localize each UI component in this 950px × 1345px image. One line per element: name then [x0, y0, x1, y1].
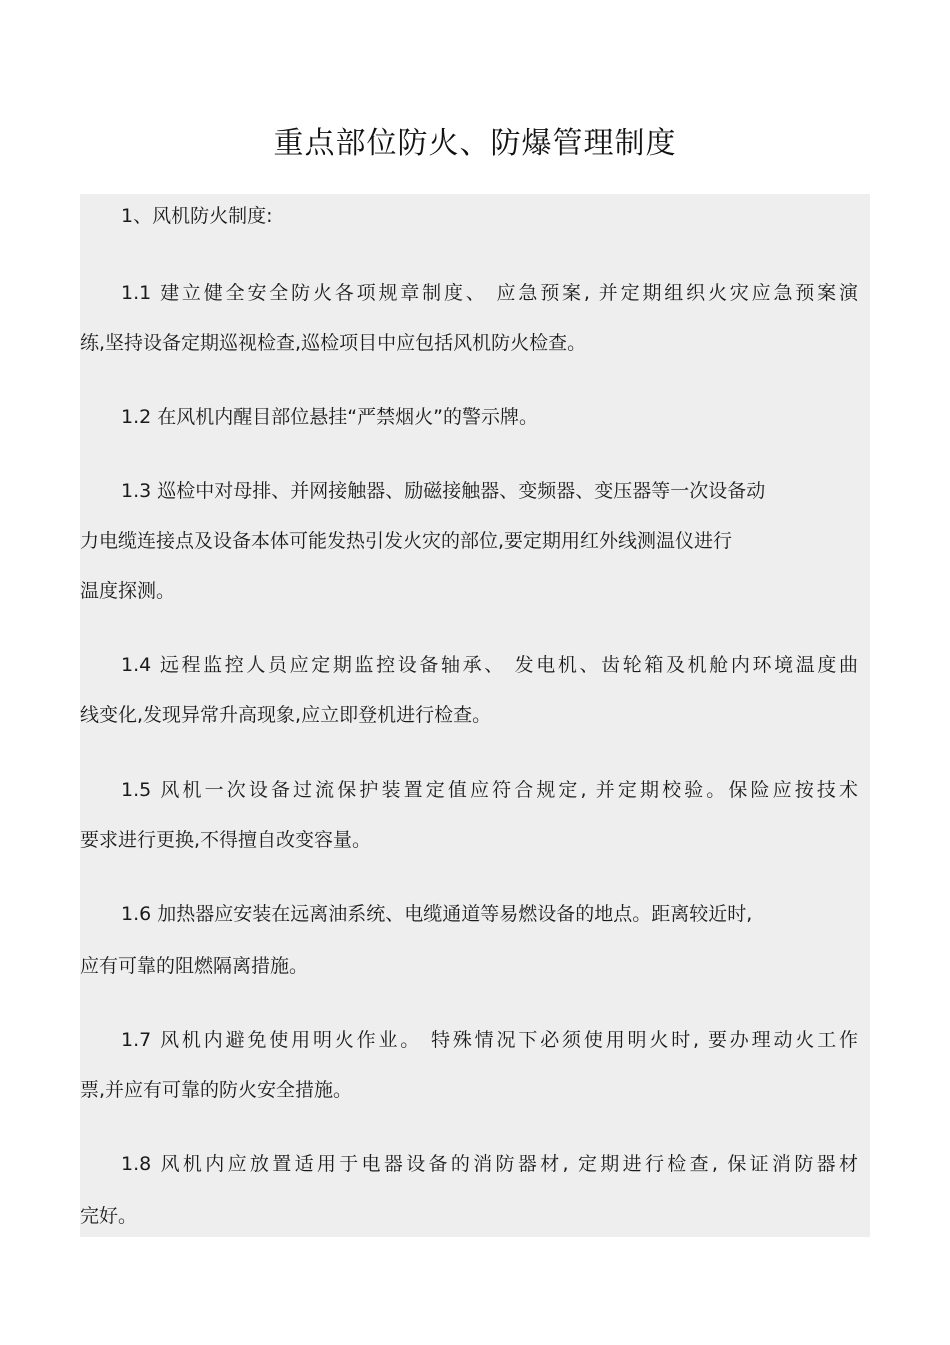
paragraph-1-3-line-3: 温度探测。: [80, 580, 176, 602]
paragraph-1-5-line-2: 要求进行更换,不得擅自改变容量。: [80, 829, 372, 851]
document-body: [80, 194, 870, 1237]
paragraph-1-7-line-2: 票,并应有可靠的防火安全措施。: [80, 1079, 353, 1101]
paragraph-1-3-line-2: 力电缆连接点及设备本体可能发热引发火灾的部位,要定期用红外线测温仪进行: [80, 530, 733, 552]
paragraph-1-2-line-1: 1.2 在风机内醒目部位悬挂“严禁烟火”的警示牌。: [121, 406, 538, 428]
paragraph-1-5-line-1: 1.5 风机一次设备过流保护装置定值应符合规定, 并定期校验。保险应按技术: [121, 779, 858, 801]
paragraph-1-8-line-2: 完好。: [80, 1205, 138, 1227]
paragraph-1-3-line-1: 1.3 巡检中对母排、并网接触器、励磁接触器、变频器、变压器等一次设备动: [121, 480, 766, 502]
paragraph-1-6-line-2: 应有可靠的阻燃隔离措施。: [80, 955, 309, 977]
paragraph-1-4-line-2: 线变化,发现异常升高现象,应立即登机进行检查。: [80, 704, 492, 726]
paragraph-1-4-line-1: 1.4 远程监控人员应定期监控设备轴承、 发电机、齿轮箱及机舱内环境温度曲: [121, 654, 858, 676]
paragraph-1-8-line-1: 1.8 风机内应放置适用于电器设备的消防器材, 定期进行检查, 保证消防器材: [121, 1153, 858, 1175]
paragraph-1-7-line-1: 1.7 风机内避免使用明火作业。 特殊情况下必须使用明火时, 要办理动火工作: [121, 1029, 858, 1051]
paragraph-1-6-line-1: 1.6 加热器应安装在远离油系统、电缆通道等易燃设备的地点。距离较近时,: [121, 903, 753, 925]
paragraph-1-1-line-2: 练,坚持设备定期巡视检查,巡检项目中应包括风机防火检查。: [80, 332, 587, 354]
section-heading: 1、风机防火制度:: [121, 205, 273, 227]
document-title: 重点部位防火、防爆管理制度: [273, 126, 677, 161]
paragraph-1-1-line-1: 1.1 建立健全安全防火各项规章制度、 应急预案, 并定期组织火灾应急预案演: [121, 282, 858, 304]
